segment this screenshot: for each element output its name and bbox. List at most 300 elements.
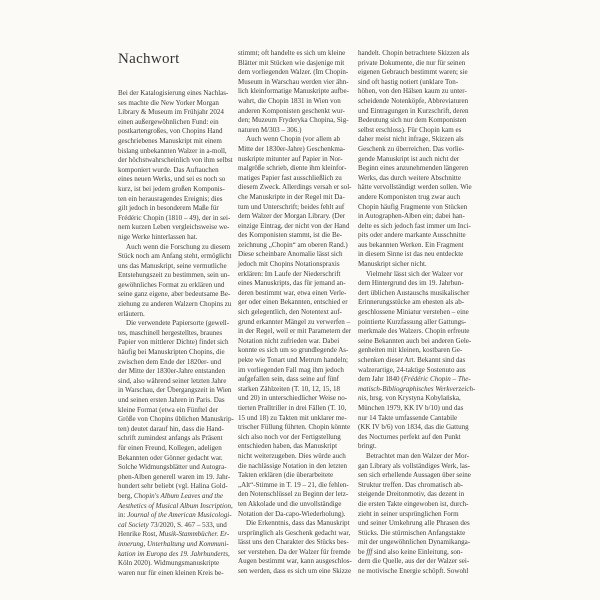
italic-text-segment: matisch-Bibliographisches Werkverzeich-	[358, 384, 476, 393]
text-line	[238, 222, 350, 232]
text-segment: in Autographen-Alben ein; dabei han-	[358, 212, 465, 221]
text-line	[238, 308, 350, 318]
text-segment: den; Muzeum Fryderyka Chopina, Sig-	[238, 116, 349, 125]
text-line	[118, 204, 230, 214]
text-segment: Chopin häufig Fragmente von Stücken	[358, 202, 468, 211]
text-line	[238, 155, 350, 165]
text-line	[118, 521, 230, 531]
text-line	[238, 203, 350, 213]
text-segment: daher meist nicht infrage, Skizzen als	[358, 135, 464, 144]
text-line	[118, 243, 230, 253]
text-segment: dert üblichen Austauschs musikalischer	[358, 288, 470, 297]
text-segment: München 1979, KK IV b/10) und das	[358, 403, 464, 412]
text-segment: Auch wenn die Forschung zu diesem	[126, 242, 231, 251]
text-line	[238, 87, 350, 97]
text-segment: gilt jedoch in besonderem Maße für	[118, 204, 219, 213]
text-segment: Diese scheinbare Anomalie lässt sich	[238, 250, 343, 259]
text-segment: lich kleinformatige Manuskripte aufbe-	[238, 87, 349, 96]
text-column-2	[238, 49, 350, 577]
text-line	[358, 155, 470, 165]
italic-text-segment: innerung, Unterhaltung und Kommuni-	[118, 539, 229, 548]
text-segment: hundert sehr beliebt (vgl. Halina Gold-	[118, 482, 228, 491]
text-segment: berg,	[118, 491, 134, 500]
text-segment: tes, maschinell hergestelltes, braunes	[118, 328, 223, 337]
text-segment: dem vorliegenden Walzer. (Im Chopin-	[238, 68, 349, 77]
text-segment: grund erkannter Mängel zu verwerfen –	[238, 317, 351, 326]
text-segment: schrift zumindest anfangs als Präsent	[118, 434, 223, 443]
text-line	[238, 433, 350, 443]
text-line	[358, 500, 470, 510]
text-segment: genheiten mit kleinen, kostbaren Ge-	[358, 346, 463, 355]
text-segment: scheidende Notenköpfe, Abbreviaturen	[358, 96, 469, 105]
text-line	[118, 550, 230, 560]
text-line	[118, 108, 230, 118]
text-segment: eines neuen Werks, und sei es noch so	[118, 175, 226, 184]
text-line	[118, 559, 230, 569]
text-line	[238, 270, 350, 280]
text-segment: bislang unbekannten Walzer in a-moll,	[118, 146, 227, 155]
text-line	[358, 567, 470, 577]
text-line	[238, 452, 350, 462]
text-line	[358, 356, 470, 366]
text-line	[118, 492, 230, 502]
text-segment: handelt. Chopin betrachtete Skizzen als	[358, 49, 470, 57]
text-line	[358, 222, 470, 232]
text-segment: Auch wenn Chopin (vor allem ab	[246, 135, 341, 144]
text-line	[118, 99, 230, 109]
text-line	[238, 183, 350, 193]
text-segment: walzerartige, 24-taktige Sostenuto aus	[358, 365, 466, 374]
text-segment: ger oder einen Bekannten, entschied er	[238, 298, 348, 307]
text-segment: Augen bestimmt war, kann ausgeschlos-	[238, 557, 352, 566]
text-line	[118, 348, 230, 358]
text-line	[238, 557, 350, 567]
text-segment: ten) deutet darauf hin, dass die Hand-	[118, 424, 224, 433]
text-line	[358, 193, 470, 203]
text-line	[358, 270, 470, 280]
text-segment: Struktur treffen. Das chromatisch ab-	[358, 480, 463, 489]
text-line	[358, 174, 470, 184]
text-segment: ziehung zu anderen Walzern Chopins zu	[118, 300, 232, 309]
text-line	[118, 511, 230, 521]
text-segment: aus bekannten Werken. Ein Fragment	[358, 240, 464, 249]
text-line	[118, 501, 233, 512]
text-segment: naturen M/303 – 306.)	[238, 125, 302, 134]
text-segment: ser verstehen. Da der Walzer für fremde	[238, 547, 351, 556]
text-segment: starken Zählzeiten (T. 10, 12, 15, 18	[238, 384, 341, 393]
text-line	[238, 327, 350, 337]
text-line	[118, 137, 230, 147]
text-line	[238, 481, 350, 491]
text-segment: sich also noch vor der Fertigstellung	[238, 432, 341, 441]
text-line	[358, 366, 470, 376]
text-segment: eines Manuskripts, das für jemand an-	[238, 279, 346, 288]
text-segment: gan Library als vollständiges Werk, las-	[358, 461, 471, 470]
text-line	[118, 319, 230, 329]
text-line	[358, 87, 470, 97]
text-segment: mit der ungewöhnlichen Dynamikanga-	[358, 538, 471, 547]
text-segment: der höchstwahrscheinlich von ihm selbst	[118, 156, 233, 165]
text-line	[358, 442, 470, 452]
text-line	[118, 434, 230, 444]
text-segment: andere Komponisten trug zwar auch	[358, 192, 461, 201]
text-line	[358, 241, 470, 251]
italic-text-segment: Aesthetics of Musical Album Inscription,	[118, 501, 233, 510]
text-line	[118, 290, 230, 300]
text-segment: einzige Eintrag, der nicht von der Hand	[238, 221, 350, 230]
text-segment: Erinnerungsstücke am ehesten als ab-	[358, 298, 465, 307]
text-line	[238, 567, 350, 577]
text-line	[118, 406, 230, 416]
text-segment: hätte vervollständigt werden sollen. Wie	[358, 183, 472, 192]
text-segment: Stücks. Die stürmischen Anfangstakte	[358, 528, 466, 537]
text-segment: sind, also während seiner letzten Jahre	[118, 376, 227, 385]
text-segment: in Warschau, der Übergangszeit in Wien	[118, 386, 232, 395]
text-line	[358, 423, 470, 433]
text-line	[238, 289, 350, 299]
text-line	[118, 262, 230, 272]
text-line	[358, 384, 476, 395]
text-line	[238, 97, 350, 107]
text-segment: gewöhnliches Format zu erklären und	[118, 280, 225, 289]
text-segment: Frédéric Chopin (1810 – 49), der in sei-	[118, 213, 231, 222]
text-segment: der Mitte der 1830er-Jahre entstanden	[118, 367, 226, 376]
text-segment: Werks, das durch weitere Abschnitte	[358, 173, 461, 182]
text-line	[358, 279, 470, 289]
text-segment: kleine Format (etwa ein Fünftel der	[118, 405, 218, 414]
text-segment: ses machte die New Yorker Morgan	[118, 98, 219, 107]
text-segment: ten ein herausragendes Ereignis; dies	[118, 194, 223, 203]
text-segment: Manuskript sicher nicht.	[358, 260, 427, 269]
text-segment: sich gelegentlich, den Notentext auf-	[238, 308, 342, 317]
text-line	[118, 358, 230, 368]
text-line	[238, 490, 350, 500]
italic-text-segment: fff	[366, 547, 373, 556]
text-segment: private Dokumente, die nur für seinen	[358, 58, 466, 67]
text-line	[238, 241, 350, 251]
text-line	[358, 183, 470, 193]
text-line	[118, 377, 230, 387]
text-line	[118, 118, 230, 128]
text-line	[238, 318, 350, 328]
text-segment: delte es sich jedoch fast immer um Inci-	[358, 221, 471, 230]
text-line	[238, 510, 350, 520]
text-line	[238, 356, 350, 366]
text-line	[358, 557, 470, 567]
text-segment: Bei der Katalogisierung eines Nachlas-	[118, 89, 229, 97]
text-segment: tierten Pralltriller in drei Fällen (T. 10,	[238, 403, 347, 412]
text-segment: malgröße schrieb, diente ihm kleinfor-	[238, 164, 347, 173]
text-line	[358, 490, 470, 500]
text-segment: matiges Papier fast ausschließlich zu	[238, 173, 342, 182]
text-line	[118, 310, 230, 320]
text-segment: Notation nicht zufrieden war. Dabei	[238, 336, 340, 345]
text-segment: Die verwendete Papiersorte (gewell-	[126, 319, 230, 328]
text-segment: jedoch mit Chopins Notationspraxis	[238, 260, 340, 269]
text-line	[238, 346, 350, 356]
text-line	[238, 135, 350, 145]
text-line	[358, 145, 470, 155]
text-segment: kurz, ist bei jedem großen Komponis-	[118, 184, 225, 193]
text-line	[118, 127, 230, 137]
text-segment: pits oder andere markante Ausschnitte	[358, 231, 466, 240]
text-segment: steigende Dreitonmotiv, das dezent in	[358, 490, 465, 499]
text-line	[238, 126, 350, 136]
text-line	[358, 308, 470, 318]
text-segment: in der Regel, weil er mit Parametern der	[238, 327, 352, 336]
text-line	[118, 175, 230, 185]
text-segment: Beginn eines anzunehmenden längeren	[358, 164, 469, 173]
italic-text-segment: Musik-Stammbücher. Er-	[158, 530, 230, 539]
text-segment: erläutern.	[118, 309, 145, 318]
text-segment: trischer Füllung führten. Chopin könnte	[238, 423, 351, 432]
text-segment: Bedeutung sich nur dem Komponisten	[358, 116, 467, 125]
text-segment: zieht in seiner ursprünglichen Form	[358, 509, 459, 518]
text-segment: waren nur für einen kleinen Kreis be-	[118, 568, 224, 577]
text-line	[238, 250, 350, 260]
text-segment: pekte wie Tonart und Metrum handeln;	[238, 356, 348, 364]
text-segment: Takten erklären (die überarbeitete	[238, 471, 334, 480]
text-segment: Henrike Rost,	[118, 530, 159, 539]
text-segment: Vielmehr lässt sich der Walzer vor	[366, 269, 463, 278]
text-segment: 73/2020, S. 467 – 533, und	[148, 520, 227, 529]
text-segment: 15 und 18) zu Takten mit unklarer me-	[238, 413, 347, 422]
text-segment: ne motivische Energie schöpft. Sowohl	[358, 567, 469, 576]
text-line	[358, 78, 470, 88]
italic-text-segment: Chopin's Album Leaves and the	[133, 491, 223, 500]
text-line	[358, 471, 470, 481]
text-segment: geschlossene Miniatur verstehen – eine	[358, 308, 469, 317]
text-line	[238, 375, 350, 385]
text-segment: Bekannten oder Gönner gedacht war.	[118, 453, 223, 462]
text-line	[358, 327, 470, 337]
text-line	[238, 59, 350, 69]
text-segment: sind oft hastig notiert (unklare Ton-	[358, 77, 459, 86]
text-segment: den Notenschlüssel zu Beginn der letz-	[238, 490, 349, 499]
text-line	[118, 252, 230, 262]
text-segment: pointierte Kurzfassung aller Gattungs-	[358, 317, 467, 326]
text-line	[358, 126, 470, 136]
text-segment: des Komponisten stammt, ist die Be-	[238, 231, 343, 240]
text-line	[358, 250, 470, 260]
text-line	[238, 462, 350, 472]
text-line	[238, 78, 350, 88]
text-segment: Notation der Da-capo-Wiederholung).	[238, 509, 346, 518]
text-line	[118, 195, 230, 205]
text-line	[358, 212, 470, 222]
text-segment: diesem Zweck. Allerdings versah er sol-	[238, 183, 352, 192]
text-line	[358, 346, 470, 356]
text-segment: für einen Freund, Kollegen, adeligen	[118, 443, 222, 452]
text-line	[358, 289, 470, 299]
text-segment: Köln 2020). Widmungsmanuskripte	[118, 559, 220, 568]
text-line	[358, 375, 470, 385]
text-line	[118, 281, 230, 291]
text-segment: dem Jahr 1840 (	[358, 375, 404, 384]
text-line	[238, 298, 350, 308]
text-line	[238, 423, 350, 433]
text-line	[358, 68, 470, 78]
text-line	[118, 223, 230, 233]
text-line	[238, 385, 350, 395]
text-line	[118, 540, 230, 550]
text-segment: be	[358, 547, 367, 556]
text-segment: bringt.	[358, 442, 377, 451]
text-line	[358, 529, 470, 539]
text-line	[118, 444, 230, 454]
text-line	[238, 260, 350, 270]
text-line	[358, 404, 470, 414]
text-segment: lässt uns den Charakter des Stücks bes-	[238, 538, 349, 547]
text-line	[238, 366, 350, 376]
text-segment: uns das Manuskript, seine vermutliche	[118, 261, 227, 270]
text-segment: ursprünglich als Geschenk gedacht war,	[238, 528, 351, 537]
text-segment: sen werden, dass es sich um eine Skizze	[238, 567, 352, 576]
text-segment: seine ganz eigene, aber bedeutsame Be-	[118, 290, 231, 299]
text-line	[238, 471, 350, 481]
text-segment: „Alt“-Stimme in T. 19 – 21, die fehlen-	[238, 480, 349, 489]
text-segment: geschriebenes Manuskript mit einem	[118, 136, 222, 145]
text-segment: häufig bei Manuskripten Chopins, die	[118, 348, 225, 357]
text-line	[238, 529, 350, 539]
text-line	[358, 298, 470, 308]
text-line	[238, 538, 350, 548]
text-segment: gende Manuskript ist auch nicht der	[358, 154, 460, 163]
text-line	[238, 116, 350, 126]
text-segment: zeichnung „Chopin“ am oberen Rand.)	[238, 240, 348, 249]
text-line	[118, 367, 230, 377]
text-line	[118, 185, 230, 195]
text-line	[238, 212, 350, 222]
text-segment: nicht weiterzugeben. Dies würde auch	[238, 451, 346, 460]
text-line	[358, 481, 470, 491]
text-line	[238, 145, 350, 155]
text-line	[118, 569, 230, 579]
text-line	[118, 482, 230, 492]
text-segment: Library & Museum im Frühjahr 2024	[118, 108, 224, 117]
text-segment: dem Walzer der Morgan Library. (Der	[238, 212, 346, 221]
text-line	[238, 68, 350, 78]
text-segment: nem kurzen Leben vergleichsweise we-	[118, 223, 230, 232]
text-segment: Die Erkenntnis, dass das Manuskript	[246, 519, 350, 528]
text-segment: merkmale des Walzers. Chopin erfreute	[358, 327, 470, 336]
text-segment: höhen, von den Hälsen kaum zu unter-	[358, 87, 467, 96]
text-segment: sind also keine Einleitung, son-	[372, 547, 463, 556]
italic-text-segment: nis,	[358, 394, 368, 403]
text-segment: postkartengroßes, von Chopins Hand	[118, 127, 223, 136]
text-line	[238, 414, 350, 424]
text-line	[358, 318, 470, 328]
text-segment: des Nocturnes perfekt auf den Punkt	[358, 432, 461, 441]
text-line	[238, 107, 350, 117]
text-segment: (KK IV b/6) von 1834, das die Gattung	[358, 423, 469, 432]
text-segment: dern die Quelle, aus der der Walzer sei-	[358, 557, 470, 566]
text-line	[358, 538, 470, 548]
text-line	[118, 147, 230, 157]
text-line	[238, 49, 350, 59]
text-segment: Papier von mittlerer Dichte) findet sich	[118, 338, 229, 347]
text-line	[358, 462, 470, 472]
text-segment: einen außergewöhnlichen Fund: ein	[118, 117, 219, 126]
text-line	[238, 519, 350, 529]
text-segment: nur 14 Takte umfassende Cantabile	[358, 413, 458, 422]
text-line	[358, 116, 470, 126]
text-segment: die nachlässige Notation in den letzten	[238, 461, 347, 470]
text-line	[358, 135, 470, 145]
text-line	[238, 174, 350, 184]
text-segment: nige Werke hinterlassen hat.	[118, 232, 198, 241]
text-segment: im vorliegenden Fall mag ihm jedoch	[238, 365, 344, 374]
text-line	[118, 338, 230, 348]
text-segment: sen sich erhellende Aussagen über seine	[358, 471, 471, 480]
text-line	[238, 500, 350, 510]
text-segment: nuskripte mitunter auf Papier in Nor-	[238, 154, 343, 163]
text-line	[358, 164, 470, 174]
text-segment: Stück noch am Anfang steht, ermöglicht	[118, 252, 232, 261]
text-segment: hrsg. von Krystyna Kobylańska,	[368, 394, 461, 403]
text-line	[358, 337, 470, 347]
text-segment: in:	[118, 511, 128, 520]
text-line	[118, 233, 230, 243]
text-segment: anderen Komponisten geschenkt wur-	[238, 106, 345, 115]
text-segment: phen-Alben generell waren im 19. Jahr-	[118, 472, 231, 481]
text-segment: wahrt, die Chopin 1831 in Wien von	[238, 96, 341, 105]
text-line	[118, 530, 230, 540]
text-segment: deren bestimmt war, etwa einen Verle-	[238, 288, 347, 297]
text-line	[118, 415, 234, 425]
text-segment: aufgefallen sein, dass seine auf fünf	[238, 375, 339, 384]
text-line	[118, 156, 233, 166]
text-segment: ten Akkolade und die unvollständige	[238, 499, 342, 508]
text-segment: Geschenk zu überreichen. Das vorlie-	[358, 144, 465, 153]
text-segment: zwischen dem Ende der 1820er- und	[118, 357, 221, 366]
text-line	[358, 49, 470, 59]
text-segment: Solche Widmungsblätter und Autogra-	[118, 463, 227, 472]
text-segment: schenken dieser Art. Bekannt sind das	[358, 356, 466, 364]
text-line	[118, 463, 230, 473]
text-segment: konnte es sich um so grundlegende As-	[238, 346, 349, 355]
text-segment: Mitte der 1830er-Jahre) Geschenkma-	[238, 144, 346, 153]
text-line	[358, 203, 470, 213]
text-segment: tum und Unterschrift; beides fehlt auf	[238, 202, 345, 211]
text-column-3	[358, 49, 476, 577]
text-line	[238, 394, 350, 404]
text-line	[358, 519, 470, 529]
text-segment: in diesem Sinne ist das neu entdeckte	[358, 250, 464, 259]
text-line	[238, 193, 350, 203]
italic-text-segment: kation im Europa des 19. Jahrhunderts,	[118, 549, 230, 558]
text-segment: die ersten Takte eingewoben ist, durch-	[358, 499, 469, 508]
text-line	[118, 396, 230, 406]
text-segment: seine Bekannten auch bei anderen Gele-	[358, 336, 472, 345]
text-line	[358, 452, 470, 462]
text-line	[238, 164, 350, 174]
text-line	[238, 337, 350, 347]
text-segment: stimmt; oft handelte es sich um kleine	[238, 49, 346, 57]
italic-text-segment: cal Society	[118, 520, 149, 529]
text-segment: und seinen ersten Jahren in Paris. Das	[118, 396, 225, 404]
text-segment: selbst erschloss). Für Chopin kam es	[358, 125, 462, 134]
text-segment: und seiner Umkehrung alle Phrasen des	[358, 519, 470, 528]
text-line	[358, 97, 470, 107]
text-segment: und 20) in unterschiedlicher Weise no-	[238, 394, 348, 403]
text-line	[358, 231, 470, 241]
text-segment: Größe von Chopins üblichen Manuskrip-	[118, 415, 234, 424]
text-segment: und Eintragungen in Kurzschrift, deren	[358, 106, 469, 115]
text-line	[238, 548, 350, 558]
text-line	[238, 231, 350, 241]
text-line	[358, 107, 470, 117]
